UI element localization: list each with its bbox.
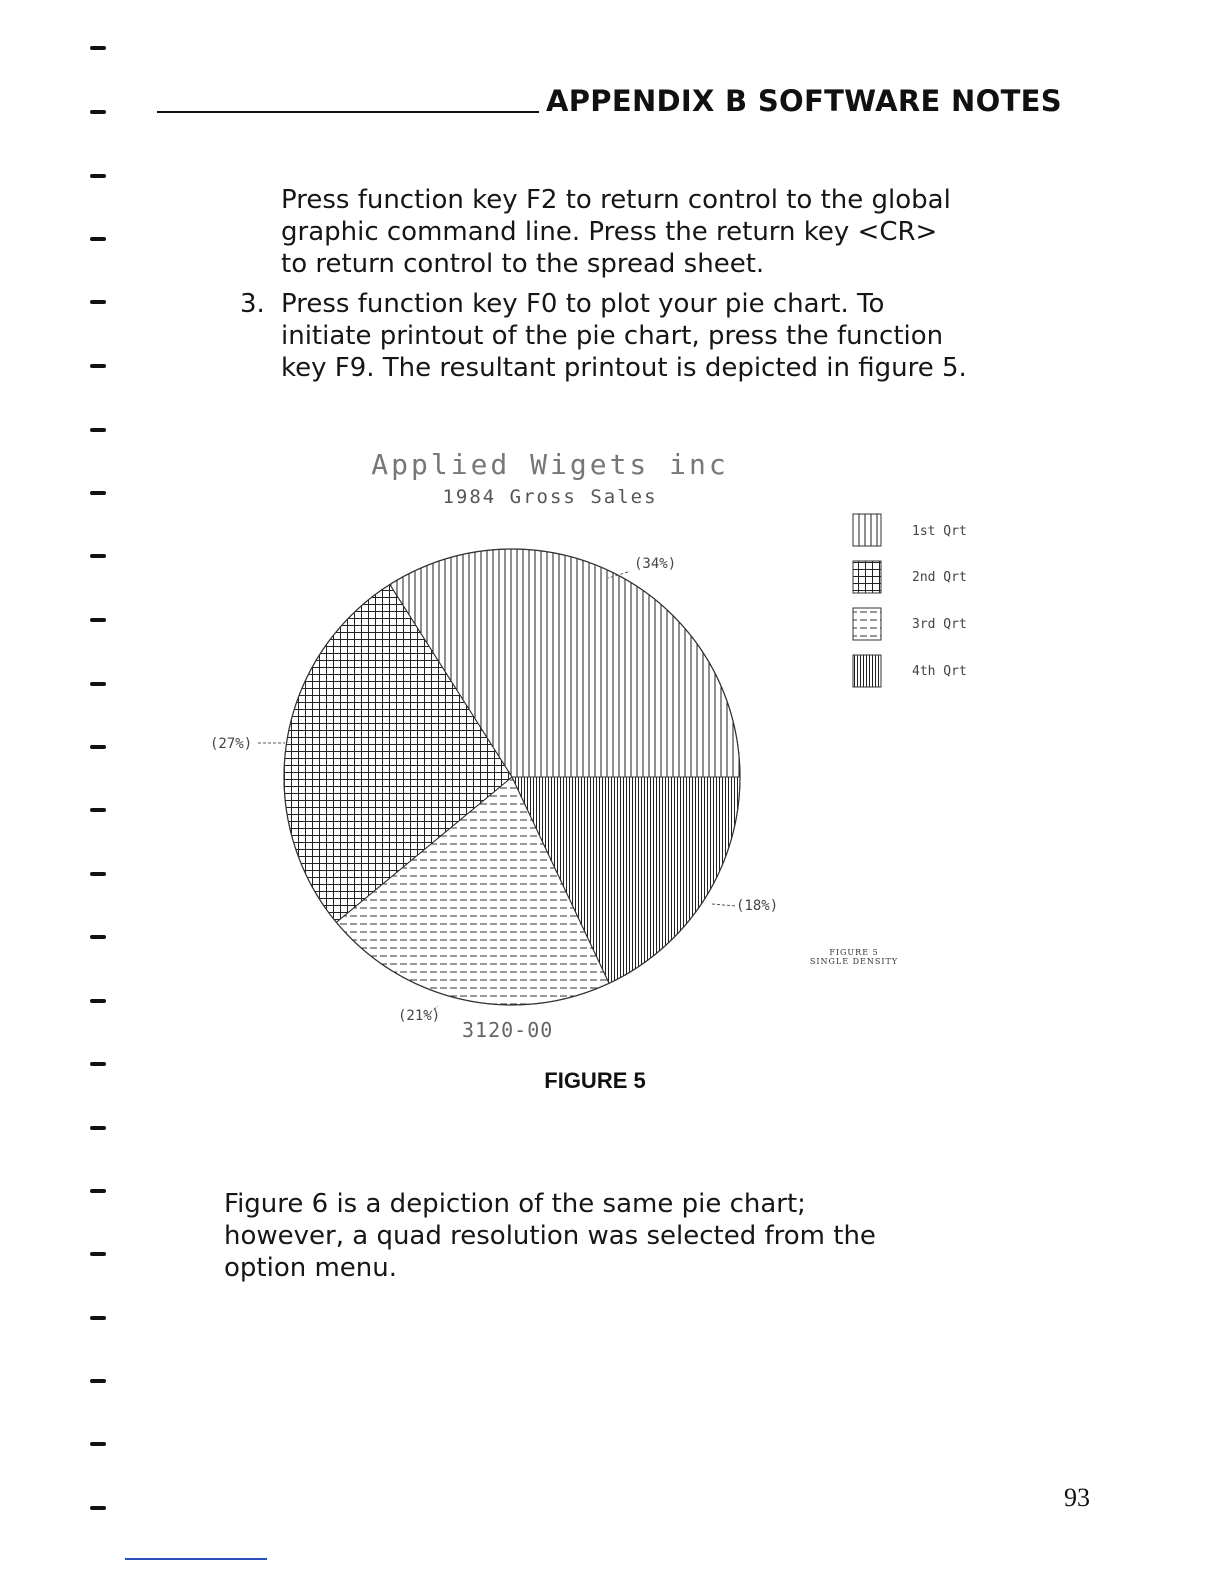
binding-mark: [90, 1316, 106, 1320]
binding-mark: [90, 237, 106, 241]
data-label-4th: (18%): [736, 898, 779, 914]
legend-label-3rd: 3rd Qrt: [912, 617, 967, 632]
running-header: APPENDIX B SOFTWARE NOTES: [546, 84, 1062, 118]
figure-stamp: [794, 948, 914, 966]
chart-annotation: 3120-00: [462, 1018, 554, 1042]
binding-mark: [90, 428, 106, 432]
step-3-text: Press function key F0 to plot your pie chart. To initiate printout of the pie chart, press the function key F9. The resultant printout is depicted in figure 5.: [281, 289, 967, 383]
binding-mark: [90, 110, 106, 114]
legend-label-2nd: 2nd Qrt: [912, 570, 967, 585]
pie-slices: [258, 549, 740, 1016]
binding-mark: [90, 300, 106, 304]
binding-mark: [90, 808, 106, 812]
data-label-3rd: (21%): [398, 1008, 441, 1024]
binding-mark: [90, 1252, 106, 1256]
legend-swatch-1st: [853, 514, 881, 546]
binding-mark: [90, 999, 106, 1003]
binding-mark: [90, 554, 106, 558]
legend: [853, 514, 881, 687]
legend-label-4th: 4th Qrt: [912, 664, 967, 679]
data-label-2nd: (27%): [210, 736, 253, 752]
legend-swatch-4th: [853, 655, 881, 687]
legend-swatch-3rd: [853, 608, 881, 640]
binding-mark: [90, 174, 106, 178]
pie-chart-figure: [190, 440, 1000, 1050]
figure-stamp-line1: FIGURE 5: [829, 948, 879, 957]
chart-title: Applied Wigets inc: [371, 448, 729, 481]
binding-mark: [90, 935, 106, 939]
paragraph-f2: Press function key F2 to return control to the global graphic command line. Press the return key <CR> to return control to the spread sheet.: [281, 185, 951, 279]
leader-line: [712, 904, 736, 906]
binding-mark: [90, 1379, 106, 1383]
binding-mark: [90, 682, 106, 686]
page-number: 93: [1064, 1483, 1090, 1512]
binding-mark: [90, 1442, 106, 1446]
binding-mark: [90, 872, 106, 876]
chart-subtitle: 1984 Gross Sales: [442, 486, 658, 508]
binding-mark: [90, 1126, 106, 1130]
binding-mark: [90, 1506, 106, 1510]
binding-mark: [90, 745, 106, 749]
figure-caption: FIGURE 5: [544, 1068, 646, 1093]
header-rule: [157, 111, 539, 113]
binding-mark: [90, 618, 106, 622]
figure-stamp-line2: SINGLE DENSITY: [809, 957, 899, 966]
step-number: 3.: [240, 289, 265, 319]
binding-mark: [90, 1189, 106, 1193]
binding-mark: [90, 491, 106, 495]
binding-mark: [90, 364, 106, 368]
binding-mark: [90, 1062, 106, 1066]
paragraph-figure-6: Figure 6 is a depiction of the same pie chart; however, a quad resolution was selected from the option menu.: [224, 1189, 876, 1283]
legend-swatch-2nd: [853, 561, 881, 593]
data-label-1st: (34%): [634, 556, 677, 572]
footer-rule: [125, 1558, 267, 1560]
binding-mark: [90, 46, 106, 50]
legend-label-1st: 1st Qrt: [912, 524, 967, 539]
